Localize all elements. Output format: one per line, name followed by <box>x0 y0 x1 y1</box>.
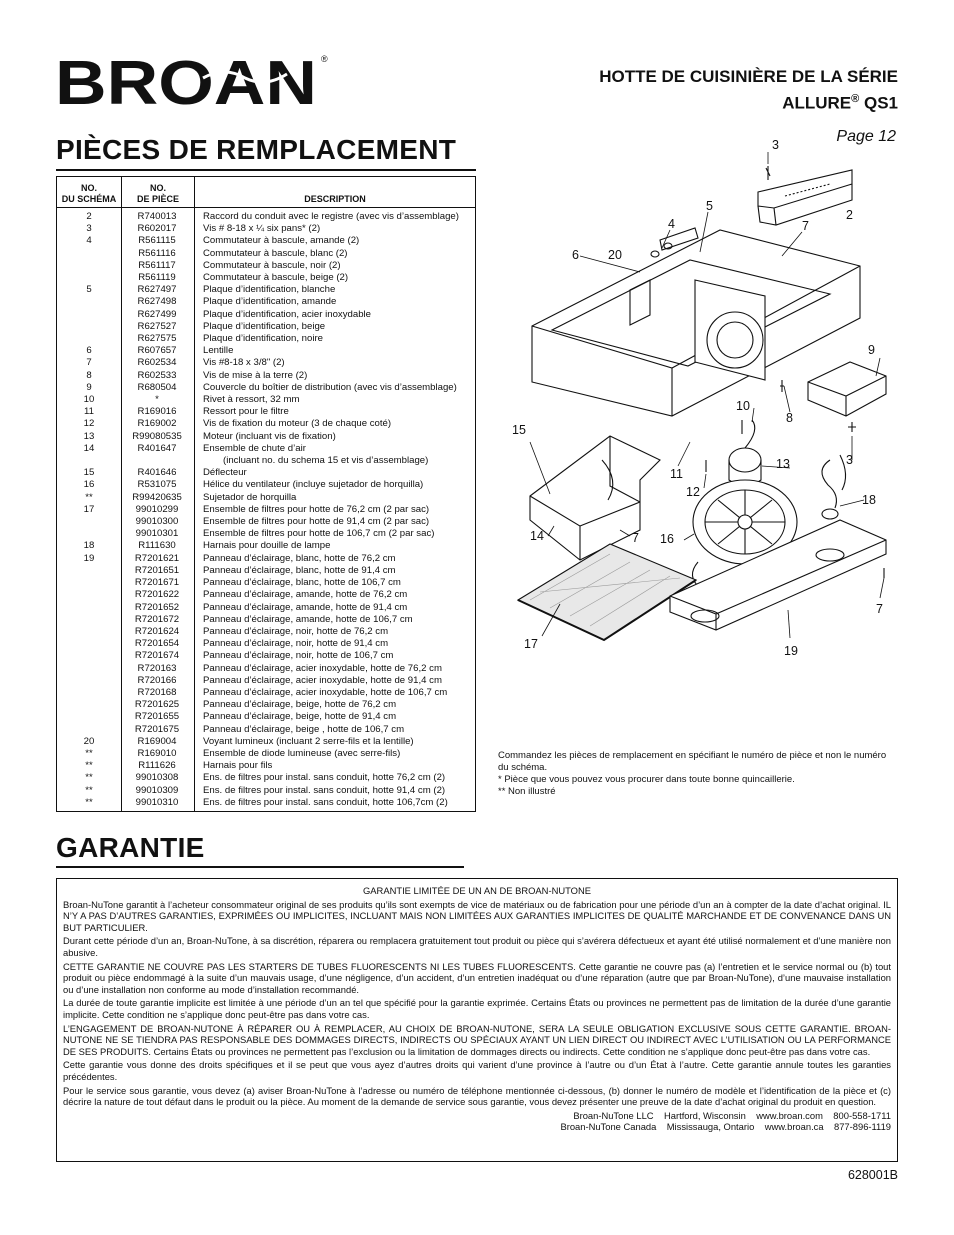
part-no-cell: R7201651 <box>134 564 180 576</box>
diagram-no-cell: 7 <box>86 357 92 369</box>
ordering-notes <box>498 750 898 798</box>
description-cell: Vis # 8-18 x ¼ six pans* (2) <box>203 223 321 235</box>
part-no-cell: R627499 <box>137 308 177 320</box>
parts-table <box>56 176 476 812</box>
part-no-cell: R561119 <box>138 272 176 284</box>
description-cell: Plaque d’identification, blanche <box>203 284 336 296</box>
description-cell: Raccord du conduit avec le registre (avec vis d’assemblage) <box>203 211 459 222</box>
part-no-cell: R169010 <box>137 747 177 759</box>
diagram-no-cell: 12 <box>83 418 95 430</box>
motor-drawing <box>729 420 761 486</box>
part-no-cell: R111626 <box>138 760 176 772</box>
part-no-cell: R627498 <box>137 296 177 308</box>
description-cell: Ensemble de filtres pour hotte de 76,2 cm (2 par sac) <box>203 503 430 515</box>
description-cell: Plaque d’identification, beige <box>203 320 326 332</box>
parts-table-row <box>57 272 475 284</box>
callout-label: 7 <box>632 531 639 545</box>
part-no-cell: R7201674 <box>134 650 180 662</box>
part-no-cell: R7201652 <box>134 601 180 613</box>
part-no-cell: R602534 <box>137 357 177 369</box>
diagram-no-cell: 19 <box>83 552 95 564</box>
parts-table-row <box>57 760 475 772</box>
parts-table-row <box>57 357 475 369</box>
part-no-cell: R561117 <box>138 259 176 271</box>
callout-label: 14 <box>530 529 544 543</box>
description-cell: Harnais pour fils <box>203 760 273 772</box>
description-cell: Panneau d’éclairage, amande, hotte de 106,7 cm <box>203 613 413 625</box>
parts-table-row <box>57 699 475 711</box>
diagram-no-cell: 9 <box>86 381 92 393</box>
warranty-heading: GARANTIE LIMITÉE DE UN AN DE BROAN-NUTONE <box>363 885 591 896</box>
exploded-parts-diagram <box>490 130 902 670</box>
description-cell: Ens. de filtres pour instal. sans conduit, hotte 76,2 cm (2) <box>203 772 446 784</box>
diagram-no-cell <box>57 711 121 723</box>
description-cell: Panneau d’éclairage, amande, hotte de 76,2 cm <box>203 589 408 601</box>
part-no-cell: R7201655 <box>134 711 180 723</box>
warranty-paragraph: Broan-NuTone garantit à l’acheteur consommateur original de ses produits qu’ils sont exempts de vice de matériaux ou de fabrication pour une période d’un an à compter de la date d’achat original. IL N’Y A PAS D’AUTRES GARANTIES, EXPRIMÉES OU IMPLICITES, INCLUANT MAIS NON LIMITÉES AUX GARANTIES IMPLICITES DE QUALITÉ MARCHANDE ET DE CONVENANCE DANS UN BUT PARTICULIER. <box>63 898 891 933</box>
broan-logo-text: BROAN <box>55 50 317 110</box>
parts-table-row <box>57 394 475 406</box>
callout-label: 8 <box>786 411 793 425</box>
page-number: Page 12 <box>836 128 896 145</box>
parts-table-row <box>57 711 475 723</box>
parts-table-row <box>57 418 475 430</box>
parts-table-row <box>57 528 475 540</box>
diagram-no-cell <box>57 663 121 675</box>
part-no-cell: 99010300 <box>135 516 179 528</box>
diagram-no-cell <box>57 455 121 467</box>
parts-rows <box>57 208 475 809</box>
description-cell: Vis de mise à la terre (2) <box>203 369 308 381</box>
parts-table-row <box>57 467 475 479</box>
diagram-no-cell <box>57 638 121 650</box>
parts-table-row <box>57 602 475 614</box>
callout-label: 13 <box>776 457 790 471</box>
description-cell: Voyant lumineux (incluant 2 serre-fils et la lentille) <box>203 735 414 747</box>
part-no-cell: R7201671 <box>134 577 180 589</box>
diagram-no-cell: 20 <box>83 735 95 747</box>
warranty-paragraph: Cette garantie vous donne des droits spécifiques et il se peut que vous ayez d’autres droits qui varient d’une province à l’autre ou d’un État à l’autre. Cette garantie annule toutes les garanties précédentes. <box>63 1059 891 1082</box>
junction-box-cover-drawing <box>808 362 886 416</box>
part-no-cell: R607657 <box>137 345 177 357</box>
description-cell: Plaque d’identification, amande <box>203 296 337 308</box>
diagram-no-cell <box>57 675 121 687</box>
diagram-no-cell: ** <box>85 772 93 784</box>
parts-table-row <box>57 772 475 784</box>
part-no-cell: R7201624 <box>134 625 180 637</box>
diagram-no-cell <box>57 272 121 284</box>
diagram-no-cell <box>57 699 121 711</box>
description-cell: Moteur (incluant vis de fixation) <box>203 430 336 442</box>
parts-table-row <box>57 248 475 260</box>
description-cell: Panneau d’éclairage, noir, hotte de 76,2 cm <box>203 625 389 637</box>
parts-table-row <box>57 431 475 443</box>
callout-label: 10 <box>736 399 750 413</box>
callout-label: 2 <box>846 208 853 222</box>
description-cell: Panneau d’éclairage, blanc, hotte de 91,4 cm <box>203 564 396 576</box>
description-cell: Rivet à ressort, 32 mm <box>203 394 300 406</box>
diagram-no-cell: 11 <box>84 406 94 418</box>
callout-label: 7 <box>802 219 809 233</box>
callout-label: 16 <box>660 532 674 546</box>
diagram-no-cell: 15 <box>83 467 95 479</box>
part-no-cell: R169016 <box>137 406 177 418</box>
parts-table-row <box>57 455 475 467</box>
parts-table-row <box>57 540 475 552</box>
callout-label: 9 <box>868 343 875 357</box>
broan-logo <box>55 50 330 110</box>
description-cell: Ens. de filtres pour instal. sans conduit, hotte 106,7cm (2) <box>203 796 448 808</box>
part-no-cell: R7201672 <box>134 613 180 625</box>
part-no-cell: R7201622 <box>134 589 180 601</box>
document-title-line2: ALLURE® QS1 <box>782 93 898 113</box>
part-no-cell: R99080535 <box>132 430 182 442</box>
part-no-cell: R7201621 <box>134 552 180 564</box>
note-not-illustrated: ** Non illustré <box>498 786 556 797</box>
callout-label: 4 <box>668 217 675 231</box>
diagram-no-cell: 17 <box>83 503 95 515</box>
callout-label: 3 <box>772 138 779 152</box>
part-no-cell: R561115 <box>138 235 176 247</box>
warranty-contacts <box>63 1110 891 1133</box>
part-no-cell: R602533 <box>137 369 177 381</box>
diagram-no-cell: ** <box>85 796 93 808</box>
diagram-no-cell: 6 <box>86 345 92 357</box>
parts-table-row <box>57 235 475 247</box>
parts-table-row <box>57 589 475 601</box>
diagram-no-cell <box>57 602 121 614</box>
contact-canada: Broan-NuTone Canada Mississauga, Ontario www.broan.ca 877-896-1119 <box>560 1121 891 1133</box>
description-cell: Plaque d’identification, acier inoxydable <box>203 308 371 320</box>
callout-label: 3 <box>846 453 853 467</box>
broan-logo-registered: ® <box>321 54 328 64</box>
callout-label: 17 <box>524 637 538 651</box>
diagram-no-cell <box>57 614 121 626</box>
parts-table-row <box>57 309 475 321</box>
callout-label: 7 <box>876 602 883 616</box>
parts-table-row <box>57 650 475 662</box>
diagram-no-cell <box>57 296 121 308</box>
description-cell: Panneau d’éclairage, beige , hotte de 106,7 cm <box>203 723 405 735</box>
diagram-no-cell: 13 <box>83 430 95 442</box>
contact-usa: Broan-NuTone LLC Hartford, Wisconsin www.broan.com 800-558-1711 <box>573 1109 891 1121</box>
description-cell: Lentille <box>203 345 234 357</box>
diagram-no-cell <box>57 321 121 333</box>
description-cell: Ensemble de diode lumineuse (avec serre-fils) <box>203 747 401 759</box>
description-cell: Vis #8-18 x 3/8" (2) <box>203 357 285 369</box>
warranty-paragraph: La durée de toute garantie implicite est limitée à une période d’un an tel que spécifié pour la garantie exprimée. Certains États ou provinces ne permettent pas de limitation de la durée d’une garantie implicite. Cette condition ne s’applique donc peut-être pas dans votre cas. <box>63 997 891 1020</box>
description-cell: Vis de fixation du moteur (3 de chaque coté) <box>203 418 392 430</box>
part-no-cell: 99010299 <box>135 503 179 515</box>
description-cell: Ensemble de filtres pour hotte de 91,4 cm (2 par sac) <box>203 516 430 528</box>
description-cell: Panneau d’éclairage, noir, hotte de 106,7 cm <box>203 650 394 662</box>
part-no-cell: R7201654 <box>134 638 180 650</box>
parts-table-row <box>57 687 475 699</box>
parts-table-row <box>57 382 475 394</box>
description-cell: Couvercle du boîtier de distribution (avec vis d’assemblage) <box>203 381 457 393</box>
part-no-cell: R627527 <box>137 320 177 332</box>
parts-table-row <box>57 260 475 272</box>
description-cell: Panneau d’éclairage, beige, hotte de 76,2 cm <box>203 699 397 711</box>
callout-label: 19 <box>784 644 798 658</box>
diagram-no-cell <box>57 248 121 260</box>
part-no-cell: R169002 <box>137 418 177 430</box>
parts-table-row <box>57 638 475 650</box>
diagram-no-cell <box>57 565 121 577</box>
warranty-paragraph: CETTE GARANTIE NE COUVRE PAS LES STARTERS DE TUBES FLUORESCENTS NI LES TUBES FLUORESCENTS. Cette garantie ne couvre pas (a) l’entretien et le service normal ou (b) tout produit ou pièce endommagé à la suite d’un mauvais usage, d’une négligence, d’un accident, d’un entretien inadéquat ou d’une réparation (autre que par Broan-NuTone), d’une mauvaise installation ou d’une installation non conforme au mode d’installation recommandé. <box>63 960 891 995</box>
parts-table-row <box>57 504 475 516</box>
diagram-no-cell <box>57 516 121 528</box>
document-code: 628001B <box>847 1168 898 1182</box>
part-no-cell: R720168 <box>137 686 177 698</box>
part-no-cell: R7201625 <box>134 699 180 711</box>
parts-table-row <box>57 516 475 528</box>
parts-title-rule <box>56 169 476 171</box>
callout-label: 15 <box>512 423 526 437</box>
description-cell: Ressort pour le filtre <box>203 406 289 418</box>
warranty-box <box>56 878 898 1162</box>
part-no-cell: R401646 <box>137 467 177 479</box>
description-cell: Ensemble de filtres pour hotte de 106,7 cm (2 par sac) <box>203 528 435 540</box>
parts-table-row <box>57 296 475 308</box>
parts-table-row <box>57 211 475 223</box>
note-hardware-store: * Pièce que vous pouvez vous procurer dans toute bonne quincaillerie. <box>498 774 795 785</box>
diagram-no-cell <box>57 577 121 589</box>
diagram-no-cell <box>57 650 121 662</box>
diagram-no-cell <box>57 333 121 345</box>
callout-label: 6 <box>572 248 579 262</box>
warranty-title-rule <box>56 866 464 868</box>
description-cell: Commutateur à bascule, blanc (2) <box>203 247 348 259</box>
diagram-no-cell: 3 <box>86 223 92 235</box>
part-no-cell: R627497 <box>137 284 177 296</box>
description-cell: Panneau d’éclairage, blanc, hotte de 106,7 cm <box>203 577 401 589</box>
warranty-paragraph: Pour le service sous garantie, vous devez (a) aviser Broan-NuTone à l’adresse ou numéro de téléphone mentionnée ci-dessous, (b) donner le numéro de modèle et l’identification de la pièce et (c) décrire la nature de tout défaut dans le produit ou la pièce. Au moment de la demande de service sous garantie, vous devez présenter une preuve de la date d’achat original du produit en question. <box>63 1084 891 1108</box>
description-cell: Panneau d’éclairage, beige, hotte de 91,4 cm <box>203 711 397 723</box>
description-cell: Panneau d’éclairage, amande, hotte de 91,4 cm <box>203 601 408 613</box>
diagram-no-cell: 2 <box>86 211 92 222</box>
parts-table-row <box>57 748 475 760</box>
warranty-paragraph: L’ENGAGEMENT DE BROAN-NUTONE À RÉPARER OU À REMPLACER, AU CHOIX DE BROAN-NUTONE, SERA LA SEULE OBLIGATION EXCLUSIVE SOUS CETTE GARANTIE. BROAN-NUTONE NE SE TIENDRA PAS RESPONSABLE DES DOMMAGES DIRECTS, INDIRECTS OU SPÉCIAUX AYANT UN LIEN DIRECT OU INDIRECT AVEC L’UTILISATION OU LA PERFORMANCE DE SES PRODUITS. Certains États ou provinces ne permettent pas l’exclusion ou la limitation de dommages directs ou indirects. Cette condition ne s’applique donc peut-être pas dans votre cas. <box>63 1022 891 1057</box>
callout-label: 11 <box>670 467 683 481</box>
duct-connector-drawing <box>758 170 852 225</box>
part-no-cell: R99420635 <box>132 491 182 503</box>
diagram-no-cell: ** <box>85 747 93 759</box>
part-no-cell <box>121 455 193 467</box>
diagram-no-cell: ** <box>85 784 93 796</box>
part-no-cell: R111630 <box>138 540 176 552</box>
document-title-line1: HOTTE DE CUISINIÈRE DE LA SÉRIE <box>599 67 898 86</box>
document-title <box>599 65 898 115</box>
diagram-no-cell <box>57 528 121 540</box>
grease-filter-drawing <box>518 544 696 640</box>
parts-table-row <box>57 626 475 638</box>
diagram-no-cell: 5 <box>86 284 92 296</box>
diagram-no-cell <box>57 309 121 321</box>
description-cell: Panneau d’éclairage, acier inoxydable, hotte de 76,2 cm <box>203 662 442 674</box>
parts-table-row <box>57 321 475 333</box>
diagram-no-cell <box>57 260 121 272</box>
parts-table-row <box>57 492 475 504</box>
parts-table-row <box>57 479 475 491</box>
diagram-no-cell: 4 <box>86 235 92 247</box>
diagram-no-cell <box>57 626 121 638</box>
description-cell: Commutateur à bascule, amande (2) <box>203 235 360 247</box>
diagram-no-cell: ** <box>85 491 93 503</box>
diagram-no-cell: 8 <box>86 369 92 381</box>
part-no-cell: R169004 <box>137 735 177 747</box>
description-cell: Panneau d’éclairage, acier inoxydable, hotte de 106,7 cm <box>203 686 448 698</box>
part-no-cell: R401647 <box>137 442 177 454</box>
parts-table-row <box>57 223 475 235</box>
description-cell: Panneau d’éclairage, noir, hotte de 91,4 cm <box>203 638 389 650</box>
part-no-cell: R720163 <box>137 662 177 674</box>
parts-table-row <box>57 443 475 455</box>
col-header-description: DESCRIPTION <box>304 194 366 204</box>
part-no-cell: R680504 <box>137 381 177 393</box>
diagram-no-cell: 14 <box>83 442 95 454</box>
description-cell: Plaque d’identification, noire <box>203 333 324 345</box>
col-header-diagram-no: NO. DU SCHÉMA <box>61 183 117 204</box>
parts-table-row <box>57 663 475 675</box>
part-no-cell: * <box>155 394 159 406</box>
part-no-cell: 99010310 <box>135 796 179 808</box>
description-cell: Hélice du ventilateur (incluye sujetador de horquilla) <box>203 479 424 491</box>
col-header-part-no: NO. DE PIÈCE <box>121 177 195 207</box>
diagram-no-cell <box>57 589 121 601</box>
description-cell: (incluant no. du schema 15 et vis d’assemblage) <box>223 455 429 467</box>
part-no-cell: 99010309 <box>135 784 179 796</box>
part-no-cell: R740013 <box>137 211 177 222</box>
parts-table-header <box>57 177 475 208</box>
diagram-no-cell: 16 <box>83 479 95 491</box>
part-no-cell: R720166 <box>137 674 177 686</box>
parts-table-row <box>57 333 475 345</box>
part-no-cell: R627575 <box>137 333 177 345</box>
diagram-no-cell: ** <box>85 760 93 772</box>
part-no-cell: R561116 <box>138 247 176 259</box>
description-cell: Ens. de filtres pour instal. sans conduit, hotte 91,4 cm (2) <box>203 784 446 796</box>
callout-label: 5 <box>706 199 713 213</box>
parts-table-row <box>57 724 475 736</box>
description-cell: Harnais pour douille de lampe <box>203 540 331 552</box>
description-cell: Déflecteur <box>203 467 247 479</box>
part-no-cell: R531075 <box>137 479 177 491</box>
parts-table-row <box>57 565 475 577</box>
warranty-paragraph: Durant cette période d’un an, Broan-NuTone, à sa discrétion, réparera ou remplacera gratuitement tout produit ou pièce qui s’avérera défectueux et ayant été utilisé normalement et d’une manière non abusive. <box>63 935 891 958</box>
parts-table-row <box>57 785 475 797</box>
description-cell: Commutateur à bascule, noir (2) <box>203 259 341 271</box>
parts-table-row <box>57 577 475 589</box>
description-cell: Panneau d’éclairage, blanc, hotte de 76,2 cm <box>203 552 396 564</box>
callout-label: 20 <box>608 248 622 262</box>
description-cell: Ensemble de chute d’air <box>203 442 306 454</box>
callout-label: 12 <box>686 485 700 499</box>
parts-table-row <box>57 345 475 357</box>
parts-table-row <box>57 370 475 382</box>
parts-table-row <box>57 736 475 748</box>
diagram-no-cell: 18 <box>83 540 95 552</box>
diagram-no-cell <box>57 687 121 699</box>
air-chute-drawing <box>530 436 660 560</box>
diagram-no-cell <box>57 724 121 736</box>
parts-table-row <box>57 675 475 687</box>
parts-table-row <box>57 797 475 809</box>
description-cell: Panneau d’éclairage, acier inoxydable, hotte de 91,4 cm <box>203 674 442 686</box>
note-ordering: Commandez les pièces de remplacement en spécifiant le numéro de pièce et non le numéro du schéma. <box>498 750 887 773</box>
diagram-no-cell: 10 <box>83 394 95 406</box>
part-no-cell: R602017 <box>137 223 177 235</box>
description-cell: Commutateur à bascule, beige (2) <box>203 272 349 284</box>
parts-table-row <box>57 553 475 565</box>
part-no-cell: 99010308 <box>135 772 179 784</box>
warranty-section-title: GARANTIE <box>56 832 205 863</box>
description-cell: Sujetador de horquilla <box>203 491 297 503</box>
callout-label: 18 <box>862 493 876 507</box>
part-no-cell: 99010301 <box>135 528 179 540</box>
part-no-cell: R7201675 <box>134 723 180 735</box>
parts-table-row <box>57 406 475 418</box>
parts-section-title: PIÈCES DE REMPLACEMENT <box>56 134 457 165</box>
parts-table-row <box>57 614 475 626</box>
parts-table-row <box>57 284 475 296</box>
